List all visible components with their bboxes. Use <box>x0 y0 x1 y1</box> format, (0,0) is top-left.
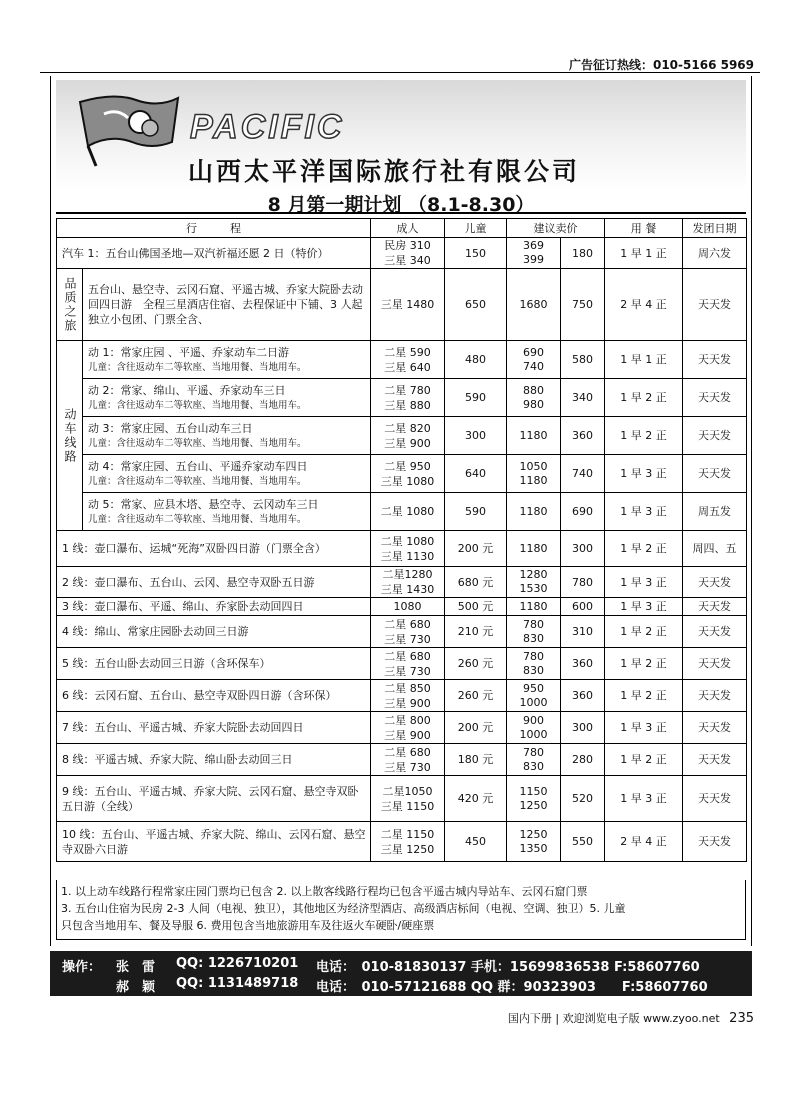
child-price-cell: 420 元 <box>445 776 507 822</box>
adult-price-cell <box>371 822 445 862</box>
page-number: 235 <box>729 1011 754 1026</box>
header-date: 发团日期 <box>683 219 747 238</box>
contact-name: 郝 颖 <box>116 980 156 995</box>
table-row <box>57 822 747 862</box>
departure-date-cell: 周五发 <box>683 493 747 531</box>
header-route: 行 程 <box>57 219 371 238</box>
route-cell <box>57 776 371 822</box>
route-text: 汽车 1：五台山佛国圣地—双汽祈福还愿 2 日（特价） <box>62 246 329 260</box>
meal-cell: 1 早 3 正 <box>605 712 683 744</box>
note-line: 1. 以上动车线路行程常家庄园门票均已包含 2. 以上散客线路行程均已包含平遥古城内导站车、云冈石窟门票 <box>61 885 588 898</box>
adult-price: 三星 900 <box>384 436 431 450</box>
route-text: 3 线：壶口瀑布、平遥、绵山、乔家卧去动回四日 <box>62 600 304 613</box>
suggested-price-cell <box>507 598 561 616</box>
table-header-row <box>57 219 747 238</box>
route-cell <box>57 238 371 269</box>
adult-price: 三星 1080 <box>380 474 435 488</box>
adult-price-cell <box>371 712 445 744</box>
departure-date-cell: 天天发 <box>683 455 747 493</box>
suggested-price: 1180 <box>519 504 548 518</box>
suggested-price: 1280 <box>519 568 548 581</box>
child-price-cell: 500 元 <box>445 598 507 616</box>
suggested-price-child-cell: 600 <box>561 598 605 616</box>
suggested-price-child-cell: 690 <box>561 493 605 531</box>
adult-price: 三星 900 <box>384 696 431 710</box>
departure-date-cell: 周六发 <box>683 238 747 269</box>
route-cell <box>83 341 371 379</box>
adult-price: 三星 880 <box>384 398 431 412</box>
route-cell <box>57 822 371 862</box>
meal-cell: 1 早 1 正 <box>605 238 683 269</box>
child-price-cell: 590 <box>445 493 507 531</box>
adult-price: 二星 850 <box>384 681 431 695</box>
adult-price: 二星 680 <box>384 617 431 631</box>
contact-bar <box>50 951 752 996</box>
route-child-note: 儿童：含往返动车二等软座、当地用餐、当地用车。 <box>88 361 307 373</box>
header-meal: 用 餐 <box>605 219 683 238</box>
suggested-price-child-cell: 360 <box>561 648 605 680</box>
route-text: 1 线：壶口瀑布、运城“死海”双卧四日游（门票全含） <box>62 542 326 555</box>
meal-cell: 1 早 3 正 <box>605 455 683 493</box>
contact-qq: QQ: 1226710201 <box>176 956 299 971</box>
suggested-price: 399 <box>523 253 544 266</box>
child-price-cell: 640 <box>445 455 507 493</box>
header-adult: 成人 <box>371 219 445 238</box>
route-cell <box>83 379 371 417</box>
plan-title: 8 月第一期计划 （8.1-8.30） <box>267 194 535 216</box>
route-child-note: 儿童：含往返动车二等软座、当地用餐、当地用车。 <box>88 513 307 525</box>
child-price-cell: 200 元 <box>445 712 507 744</box>
contact-name: 张 雷 <box>116 960 156 975</box>
table-row <box>57 455 747 493</box>
contact-phones: 电话： 010-81830137 手机：15699836538 F:58607760 <box>316 960 700 975</box>
suggested-price-child-cell: 340 <box>561 379 605 417</box>
suggested-price-cell <box>507 616 561 648</box>
child-price-cell: 260 元 <box>445 648 507 680</box>
suggested-price-child-cell: 360 <box>561 417 605 455</box>
route-cell <box>83 455 371 493</box>
table-row <box>57 567 747 598</box>
company-name: 山西太平洋国际旅行社有限公司 <box>188 157 581 186</box>
table-row <box>57 379 747 417</box>
suggested-price-child-cell: 750 <box>561 269 605 341</box>
departure-date-cell: 周四、五 <box>683 531 747 567</box>
suggested-price-cell <box>507 493 561 531</box>
route-text: 9 线：五台山、平遥古城、乔家大院、云冈石窟、悬空寺双卧五日游（全线） <box>62 784 359 813</box>
suggested-price: 690 <box>523 345 544 359</box>
table-row <box>57 269 747 341</box>
departure-date-cell: 天天发 <box>683 712 747 744</box>
suggested-price: 1680 <box>519 297 548 311</box>
adult-price: 三星 640 <box>384 360 431 374</box>
departure-date-cell: 天天发 <box>683 776 747 822</box>
page-footer <box>484 1010 754 1026</box>
adult-price: 三星 1480 <box>380 298 435 311</box>
suggested-price: 780 <box>523 649 544 663</box>
note-line: 3. 五台山住宿为民房 2-3 人间（电视、独卫），其他地区为经济型酒店、高级酒店标间（电视、空调、独卫）5. 儿童 <box>61 902 626 915</box>
adult-price: 三星 1130 <box>380 549 435 563</box>
suggested-price: 830 <box>523 631 544 645</box>
route-text: 动 2：常家、绵山、平遥、乔家动车三日 <box>88 383 286 397</box>
route-text: 动 4：常家庄园、五台山、平遥乔家动车四日 <box>88 459 308 473</box>
route-cell <box>57 712 371 744</box>
route-child-note: 儿童：含往返动车二等软座、当地用餐、当地用车。 <box>88 437 307 449</box>
adult-price-cell <box>371 598 445 616</box>
adult-price: 二星 1080 <box>380 505 435 518</box>
route-child-note: 儿童：含往返动车二等软座、当地用餐、当地用车。 <box>88 399 307 411</box>
departure-date-cell: 天天发 <box>683 417 747 455</box>
adult-price-cell <box>371 680 445 712</box>
route-text: 动 5：常家、应县木塔、悬空寺、云冈动车三日 <box>88 497 319 511</box>
suggested-price-child-cell: 180 <box>561 238 605 269</box>
adult-price-cell <box>371 341 445 379</box>
suggested-price: 1350 <box>519 841 548 855</box>
header-child: 儿童 <box>445 219 507 238</box>
suggested-price: 780 <box>523 617 544 631</box>
contact-qq: QQ: 1131489718 <box>176 976 299 991</box>
suggested-price: 880 <box>523 383 544 397</box>
table-row <box>57 493 747 531</box>
adult-price-cell <box>371 531 445 567</box>
child-price-cell: 300 <box>445 417 507 455</box>
table-row <box>57 417 747 455</box>
suggested-price-cell <box>507 238 561 269</box>
adult-price: 三星 1430 <box>380 583 435 596</box>
adult-price-cell <box>371 648 445 680</box>
meal-cell: 1 早 2 正 <box>605 531 683 567</box>
route-child-note: 儿童：含往返动车二等软座、当地用餐、当地用车。 <box>88 475 307 487</box>
suggested-price: 830 <box>523 759 544 773</box>
route-text: 动 1：常家庄园 、平遥、乔家动车二日游 <box>88 345 289 359</box>
meal-cell: 1 早 2 正 <box>605 379 683 417</box>
suggested-price: 780 <box>523 745 544 759</box>
child-price-cell: 590 <box>445 379 507 417</box>
suggested-price-cell <box>507 744 561 776</box>
route-cell <box>57 531 371 567</box>
suggested-price-cell <box>507 567 561 598</box>
departure-date-cell: 天天发 <box>683 822 747 862</box>
suggested-price-child-cell: 780 <box>561 567 605 598</box>
table-row <box>57 712 747 744</box>
suggested-price-child-cell: 360 <box>561 680 605 712</box>
adult-price: 二星 800 <box>384 713 431 727</box>
suggested-price-child-cell: 300 <box>561 712 605 744</box>
adult-price: 二星 590 <box>384 345 431 359</box>
suggested-price: 1180 <box>519 599 548 613</box>
route-text: 7 线：五台山、平遥古城、乔家大院卧去动回四日 <box>62 721 304 734</box>
flag-logo-icon <box>74 88 184 168</box>
meal-cell: 1 早 3 正 <box>605 776 683 822</box>
departure-date-cell: 天天发 <box>683 567 747 598</box>
table-row <box>57 238 747 269</box>
suggested-price: 1530 <box>519 582 548 595</box>
route-cell <box>57 567 371 598</box>
brand-logo-text: PACIFIC <box>190 108 345 146</box>
suggested-price-child-cell: 310 <box>561 616 605 648</box>
route-text: 5 线：五台山卧去动回三日游（含环保车） <box>62 657 271 670</box>
adult-price: 二星 680 <box>384 745 431 759</box>
adult-price: 二星1050 <box>382 784 433 798</box>
suggested-price-cell <box>507 776 561 822</box>
child-price-cell: 480 <box>445 341 507 379</box>
adult-price-cell <box>371 417 445 455</box>
meal-cell: 1 早 3 正 <box>605 598 683 616</box>
adult-price: 二星 780 <box>384 383 431 397</box>
suggested-price: 1000 <box>519 727 548 741</box>
route-cell <box>57 744 371 776</box>
itinerary-table <box>56 218 747 862</box>
adult-price-cell <box>371 455 445 493</box>
meal-cell: 1 早 2 正 <box>605 616 683 648</box>
suggested-price-child-cell: 580 <box>561 341 605 379</box>
route-cell <box>57 616 371 648</box>
child-price-cell: 150 <box>445 238 507 269</box>
table-row <box>57 680 747 712</box>
suggested-price-cell <box>507 379 561 417</box>
suggested-price-child-cell: 740 <box>561 455 605 493</box>
child-price-cell: 180 元 <box>445 744 507 776</box>
top-rule <box>40 72 760 73</box>
suggested-price: 1250 <box>519 798 548 812</box>
suggested-price-cell <box>507 531 561 567</box>
route-text: 动 3：常家庄园、五台山动车三日 <box>88 421 253 435</box>
route-text: 五台山、悬空寺、云冈石窟、平遥古城、乔家大院卧去动回四日游 全程三星酒店住宿、去程保证中下铺、3 人起独立小包团、门票全含、 <box>88 283 363 326</box>
header-price: 建议卖价 <box>507 219 605 238</box>
child-price-cell: 260 元 <box>445 680 507 712</box>
suggested-price: 950 <box>523 681 544 695</box>
meal-cell: 1 早 3 正 <box>605 493 683 531</box>
adult-price: 三星 1250 <box>380 842 435 856</box>
adult-price: 三星 340 <box>384 254 431 267</box>
departure-date-cell: 天天发 <box>683 598 747 616</box>
child-price-cell: 200 元 <box>445 531 507 567</box>
adult-price: 二星1280 <box>382 568 433 581</box>
child-price-cell: 680 元 <box>445 567 507 598</box>
suggested-price-cell <box>507 648 561 680</box>
suggested-price: 1180 <box>519 541 548 555</box>
route-text: 4 线：绵山、常家庄园卧去动回三日游 <box>62 625 249 638</box>
meal-cell: 1 早 1 正 <box>605 341 683 379</box>
child-price-cell: 210 元 <box>445 616 507 648</box>
adult-price: 三星 1150 <box>380 799 435 813</box>
suggested-price: 1000 <box>519 695 548 709</box>
suggested-price-child-cell: 520 <box>561 776 605 822</box>
table-row <box>57 616 747 648</box>
adult-price: 二星 680 <box>384 649 431 663</box>
adult-price-cell <box>371 269 445 341</box>
suggested-price-cell <box>507 680 561 712</box>
suggested-price-child-cell: 550 <box>561 822 605 862</box>
suggested-price-child-cell: 300 <box>561 531 605 567</box>
departure-date-cell: 天天发 <box>683 379 747 417</box>
suggested-price-cell <box>507 341 561 379</box>
meal-cell: 1 早 2 正 <box>605 680 683 712</box>
table-row <box>57 531 747 567</box>
suggested-price: 1180 <box>519 428 548 442</box>
category-cell: 动车线路 <box>57 341 83 531</box>
adult-price: 二星 820 <box>384 421 431 435</box>
suggested-price: 740 <box>523 359 544 373</box>
table-row <box>57 598 747 616</box>
departure-date-cell: 天天发 <box>683 648 747 680</box>
departure-date-cell: 天天发 <box>683 680 747 712</box>
notes-box <box>56 880 746 940</box>
adult-price-cell <box>371 744 445 776</box>
suggested-price-cell <box>507 822 561 862</box>
adult-price: 二星 1150 <box>380 827 435 841</box>
suggested-price: 1250 <box>519 827 548 841</box>
departure-date-cell: 天天发 <box>683 269 747 341</box>
departure-date-cell: 天天发 <box>683 616 747 648</box>
adult-price-cell <box>371 493 445 531</box>
meal-cell: 2 早 4 正 <box>605 822 683 862</box>
route-cell <box>57 598 371 616</box>
category-cell: 品质之旅 <box>57 269 83 341</box>
meal-cell: 1 早 2 正 <box>605 417 683 455</box>
meal-cell: 1 早 2 正 <box>605 648 683 680</box>
adult-price: 二星 950 <box>384 459 431 473</box>
table-row <box>57 648 747 680</box>
ad-hotline: 广告征订热线：010-5166 5969 <box>568 58 754 72</box>
contact-label: 操作： <box>62 960 102 975</box>
child-price-cell: 450 <box>445 822 507 862</box>
adult-price: 三星 900 <box>384 728 431 742</box>
route-text: 2 线：壶口瀑布、五台山、云冈、悬空寺双卧五日游 <box>62 575 315 589</box>
adult-price: 三星 730 <box>384 760 431 774</box>
route-cell <box>83 269 371 341</box>
table-row <box>57 341 747 379</box>
suggested-price-cell <box>507 712 561 744</box>
adult-price-cell <box>371 776 445 822</box>
child-price-cell: 650 <box>445 269 507 341</box>
departure-date-cell: 天天发 <box>683 744 747 776</box>
route-cell <box>57 680 371 712</box>
meal-cell: 2 早 4 正 <box>605 269 683 341</box>
suggested-price: 1050 <box>519 459 548 473</box>
title-rule <box>56 212 746 214</box>
adult-price-cell <box>371 238 445 269</box>
route-cell <box>57 648 371 680</box>
adult-price-cell <box>371 567 445 598</box>
meal-cell: 1 早 2 正 <box>605 744 683 776</box>
footer-text: 国内下册 | 欢迎浏览电子版 www.zyoo.net <box>507 1012 720 1025</box>
adult-price-cell <box>371 379 445 417</box>
adult-price: 三星 730 <box>384 664 431 678</box>
suggested-price-cell <box>507 269 561 341</box>
adult-price: 三星 730 <box>384 632 431 646</box>
table-row <box>57 744 747 776</box>
suggested-price: 900 <box>523 713 544 727</box>
suggested-price: 980 <box>523 397 544 411</box>
suggested-price: 830 <box>523 663 544 677</box>
route-cell <box>83 493 371 531</box>
departure-date-cell: 天天发 <box>683 341 747 379</box>
route-text: 8 线：平遥古城、乔家大院、绵山卧去动回三日 <box>62 753 293 766</box>
adult-price-cell <box>371 616 445 648</box>
adult-price: 1080 <box>393 600 422 613</box>
route-text: 10 线：五台山、平遥古城、乔家大院、绵山、云冈石窟、悬空寺双卧六日游 <box>62 827 366 856</box>
route-cell <box>83 417 371 455</box>
route-text: 6 线：云冈石窟、五台山、悬空寺双卧四日游（含环保） <box>62 689 337 702</box>
suggested-price-cell <box>507 455 561 493</box>
suggested-price: 1150 <box>519 784 548 798</box>
suggested-price-child-cell: 280 <box>561 744 605 776</box>
note-line: 只包含当地用车、餐及导服 6. 费用包含当地旅游用车及往返火车硬卧/硬座票 <box>61 919 435 932</box>
adult-price: 民房 310 <box>384 239 431 252</box>
table-row <box>57 776 747 822</box>
suggested-price: 1180 <box>519 473 548 487</box>
contact-phones: 电话： 010-57121688 QQ 群：90323903 F:58607760 <box>316 980 708 995</box>
adult-price: 二星 1080 <box>380 534 435 548</box>
suggested-price-cell <box>507 417 561 455</box>
suggested-price: 369 <box>523 239 544 252</box>
meal-cell: 1 早 3 正 <box>605 567 683 598</box>
